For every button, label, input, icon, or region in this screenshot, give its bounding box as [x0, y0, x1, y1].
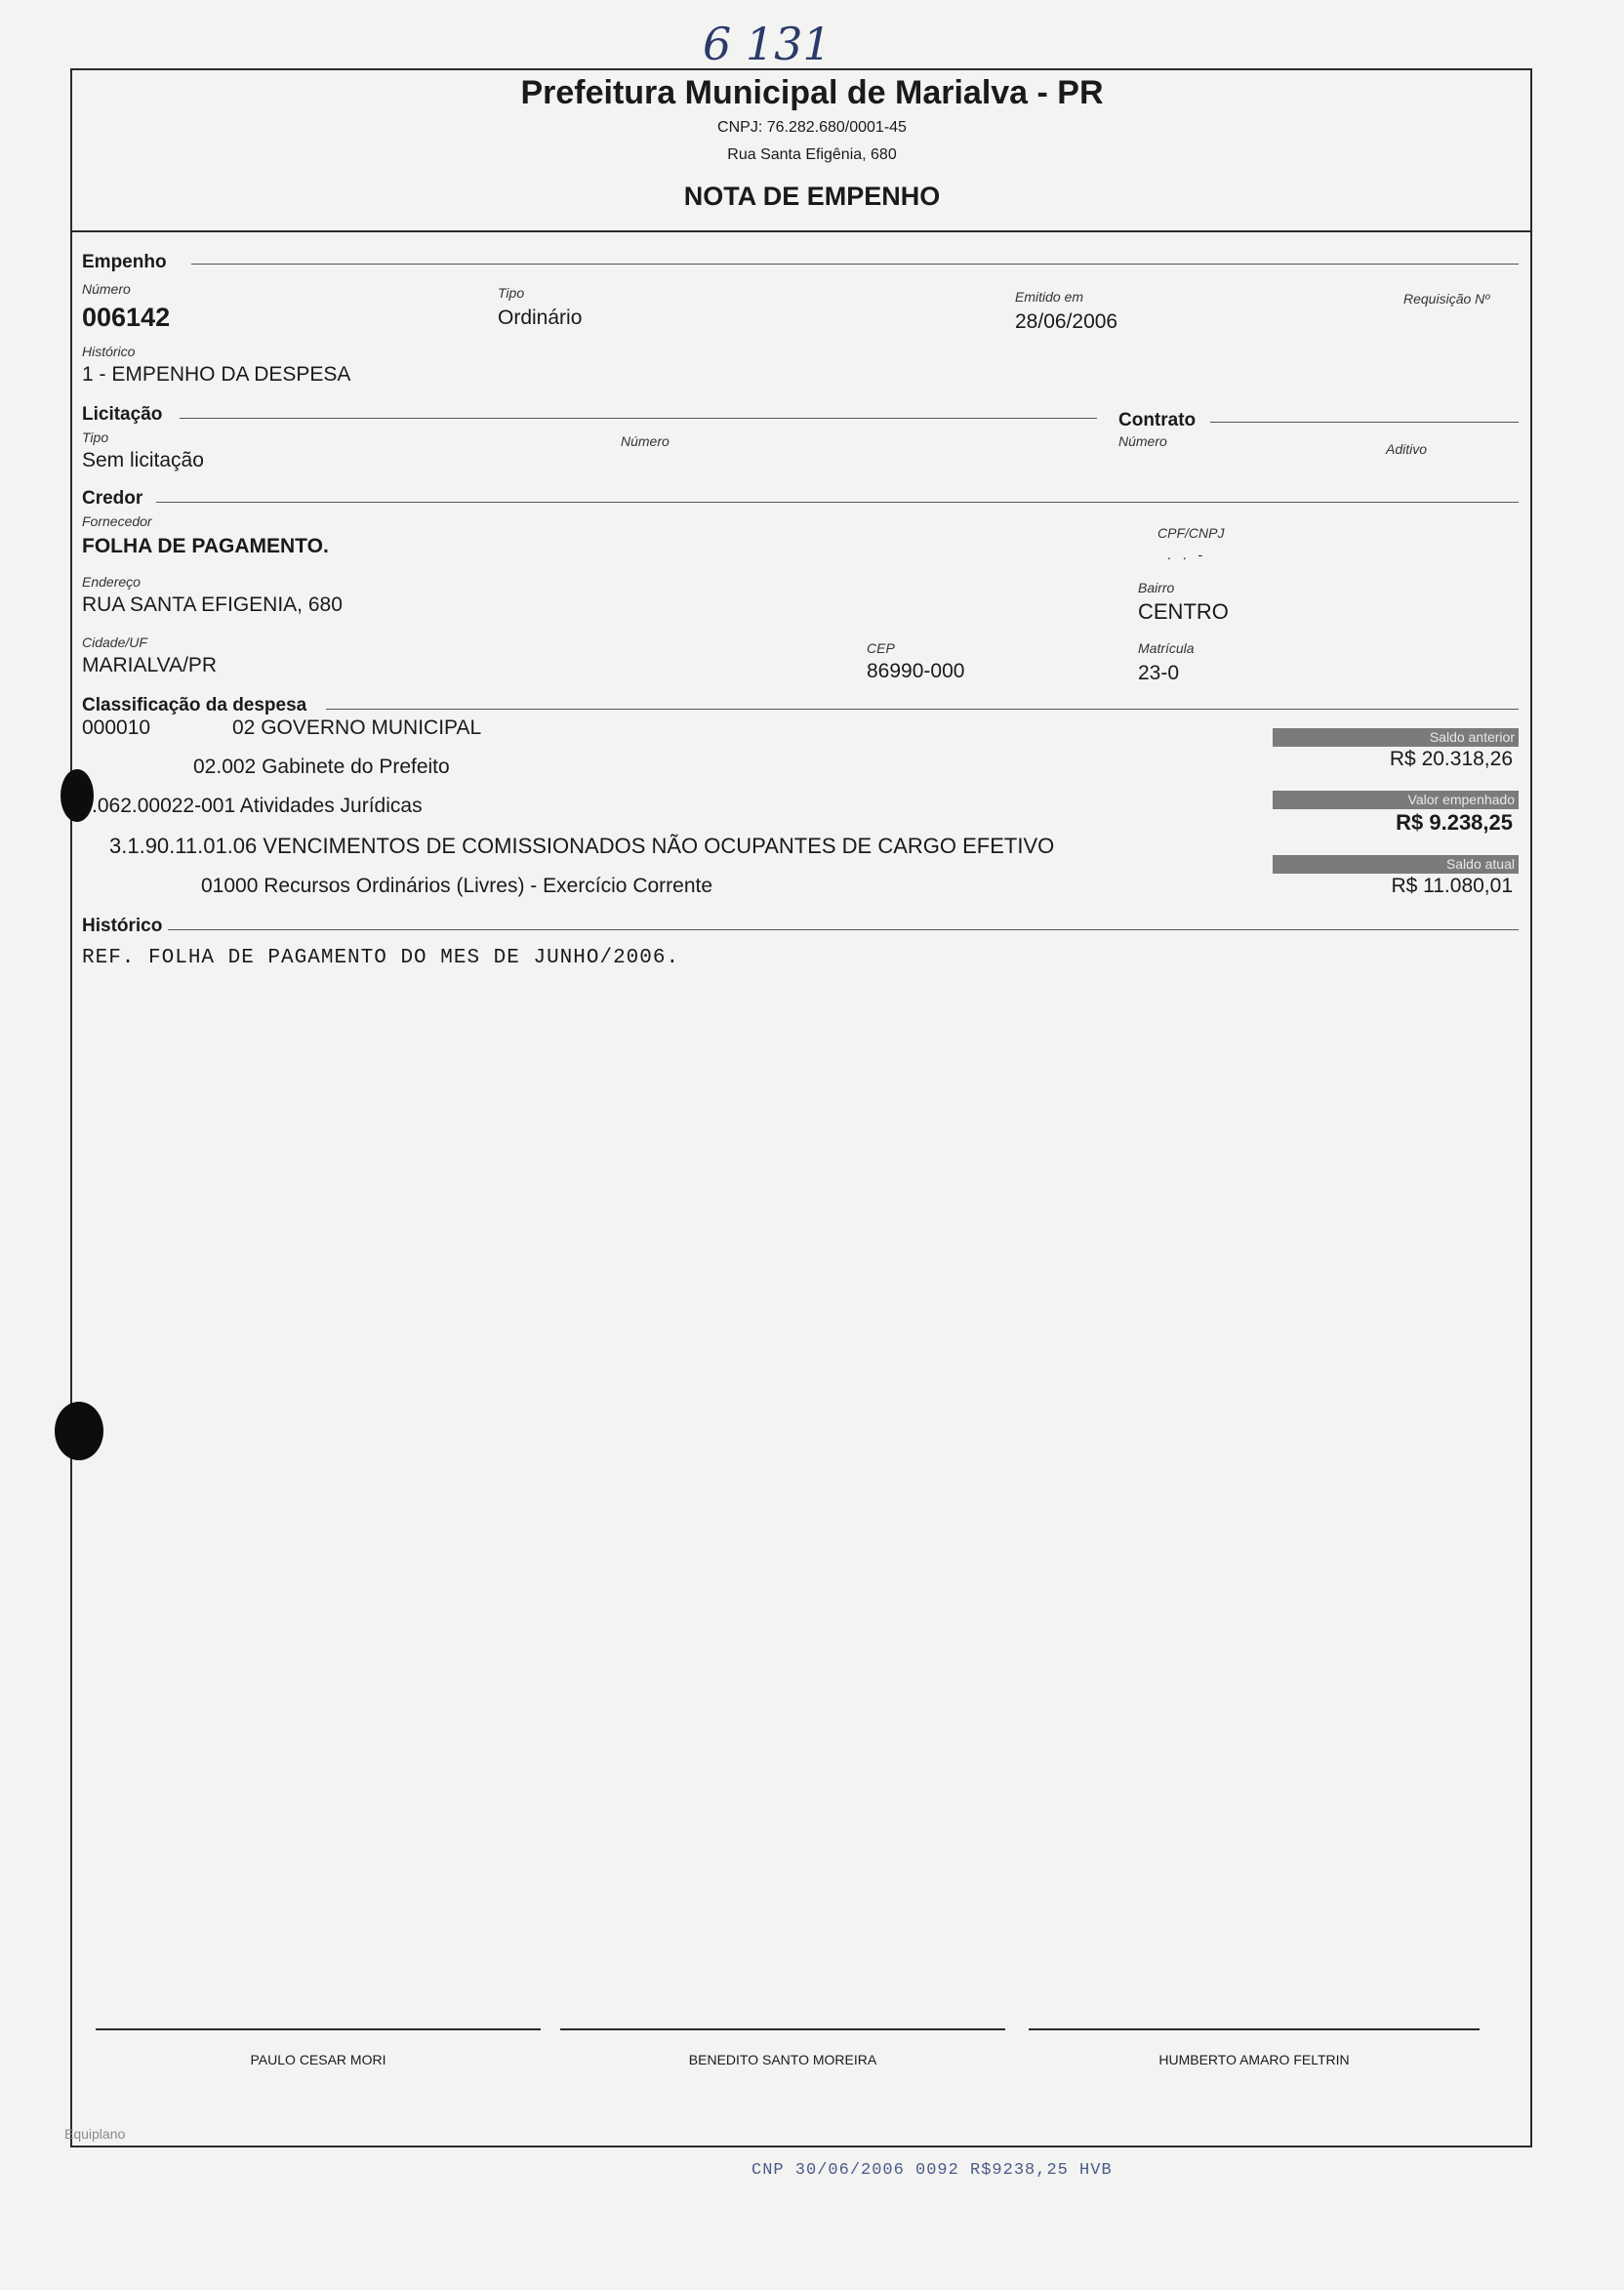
credor-cpf: . . - — [1167, 547, 1207, 562]
empenho-date: 28/06/2006 — [1015, 310, 1118, 333]
licitacao-rule — [180, 418, 1097, 419]
label-cpf: CPF/CNPJ — [1157, 525, 1225, 541]
punch-hole-mark-bottom — [55, 1402, 103, 1460]
classificacao-unidade: 02.002 Gabinete do Prefeito — [193, 756, 450, 778]
signature-line-3 — [1029, 2028, 1480, 2030]
classificacao-recurso: 01000 Recursos Ordinários (Livres) - Exercício Corrente — [201, 875, 713, 897]
credor-cep: 86990-000 — [867, 660, 965, 682]
label-bairro: Bairro — [1138, 580, 1175, 595]
classificacao-acao: .062.00022-001 Atividades Jurídicas — [92, 795, 423, 817]
signature-line-2 — [560, 2028, 1005, 2030]
empenho-rule — [191, 264, 1519, 265]
label-cidade: Cidade/UF — [82, 634, 147, 650]
section-licitacao: Licitação — [82, 404, 163, 425]
saldo-atual-label: Saldo atual — [1273, 855, 1519, 874]
signature-name-3: HUMBERTO AMARO FELTRIN — [1158, 2052, 1350, 2067]
empenho-tipo: Ordinário — [498, 307, 583, 329]
section-historico: Histórico — [82, 916, 163, 936]
saldo-anterior-label: Saldo anterior — [1273, 728, 1519, 747]
section-credor: Credor — [82, 488, 143, 509]
label-emitido: Emitido em — [1015, 289, 1084, 305]
footer-software: Equiplano — [64, 2126, 126, 2142]
label-licitacao-tipo: Tipo — [82, 429, 109, 445]
credor-matricula: 23-0 — [1138, 662, 1180, 684]
section-classificacao: Classificação da despesa — [82, 695, 307, 716]
label-endereco: Endereço — [82, 574, 141, 590]
label-numero: Número — [82, 281, 131, 297]
punch-hole-mark-top — [61, 769, 94, 822]
valor-empenhado-label: Valor empenhado — [1273, 791, 1519, 809]
handwritten-page-number: 6 131 — [703, 18, 832, 70]
label-contrato-numero: Número — [1118, 433, 1167, 449]
label-aditivo: Aditivo — [1386, 441, 1428, 457]
section-contrato: Contrato — [1118, 410, 1197, 430]
valor-empenhado-value: R$ 9.238,25 — [1396, 810, 1513, 835]
label-matricula: Matrícula — [1138, 640, 1195, 656]
label-requisicao: Requisição Nº — [1403, 291, 1490, 307]
document-title: NOTA DE EMPENHO — [683, 182, 941, 211]
page-title: Prefeitura Municipal de Marialva - PR — [520, 74, 1104, 111]
label-tipo: Tipo — [498, 285, 525, 301]
classificacao-orgao: 02 GOVERNO MUNICIPAL — [232, 716, 482, 739]
label-historico-empenho: Histórico — [82, 344, 136, 359]
credor-rule — [156, 502, 1519, 503]
empenho-number: 006142 — [82, 303, 171, 332]
credor-bairro: CENTRO — [1138, 599, 1229, 624]
empenho-historico: 1 - EMPENHO DA DESPESA — [82, 363, 351, 386]
credor-endereco: RUA SANTA EFIGENIA, 680 — [82, 593, 343, 616]
label-licitacao-numero: Número — [621, 433, 670, 449]
classificacao-elemento: 3.1.90.11.01.06 VENCIMENTOS DE COMISSIONADOS NÃO OCUPANTES DE CARGO EFETIVO — [109, 834, 1055, 858]
section-empenho: Empenho — [82, 252, 167, 272]
contrato-rule — [1210, 422, 1519, 423]
signature-line-1 — [96, 2028, 541, 2030]
credor-fornecedor: FOLHA DE PAGAMENTO. — [82, 535, 329, 557]
signature-name-2: BENEDITO SANTO MOREIRA — [688, 2052, 877, 2067]
signature-name-1: PAULO CESAR MORI — [250, 2052, 386, 2067]
historico-text: REF. FOLHA DE PAGAMENTO DO MES DE JUNHO/2006. — [82, 947, 680, 969]
label-cep: CEP — [867, 640, 895, 656]
credor-cidade: MARIALVA/PR — [82, 654, 218, 676]
label-fornecedor: Fornecedor — [82, 513, 152, 529]
header-address: Rua Santa Efigênia, 680 — [727, 146, 897, 163]
header-cnpj: CNPJ: 76.282.680/0001-45 — [717, 119, 907, 136]
classificacao-code: 000010 — [82, 716, 151, 739]
saldo-atual-value: R$ 11.080,01 — [1391, 875, 1513, 897]
saldo-anterior-value: R$ 20.318,26 — [1389, 748, 1513, 770]
classificacao-rule — [326, 709, 1519, 710]
historico-rule — [168, 929, 1519, 930]
header-divider — [70, 230, 1532, 232]
licitacao-tipo: Sem licitação — [82, 449, 204, 471]
footer-bank-stamp: CNP 30/06/2006 0092 R$9238,25 HVB — [751, 2161, 1113, 2180]
